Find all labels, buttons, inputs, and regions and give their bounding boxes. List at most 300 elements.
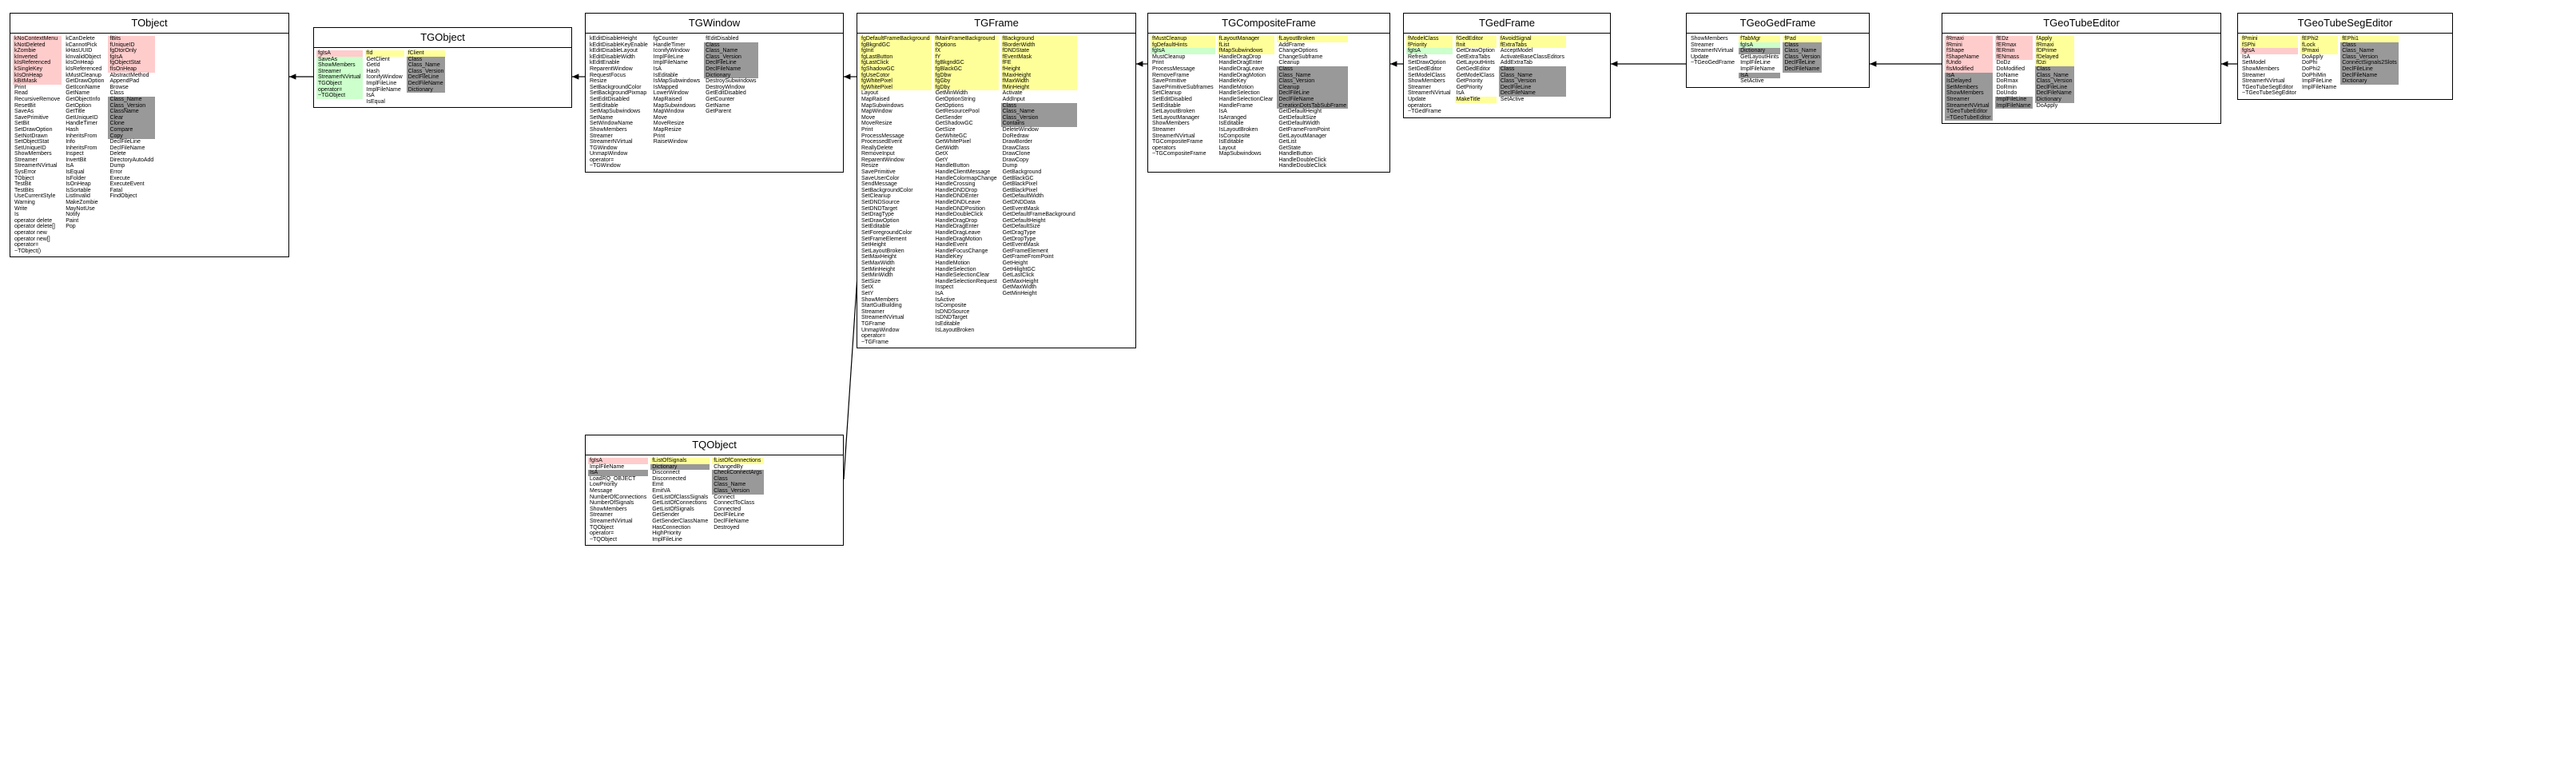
member-item: Class bbox=[1784, 42, 1799, 48]
member-column bbox=[934, 36, 999, 333]
member-item: Dump bbox=[1002, 163, 1018, 169]
class-members bbox=[1942, 34, 2220, 123]
member-group-yellow bbox=[365, 50, 404, 57]
member-item: StreamerNVirtual bbox=[1946, 102, 1990, 109]
member-item: Notify bbox=[66, 212, 81, 218]
member-item: SetActive bbox=[1500, 96, 1525, 102]
member-item: Pop bbox=[66, 224, 76, 230]
member-item: GetY bbox=[935, 157, 948, 163]
member-item: DeclFileName bbox=[2036, 90, 2072, 97]
class-box-tgcompositeframe bbox=[1147, 13, 1390, 173]
member-group-white bbox=[712, 495, 763, 531]
member-item: GetMaxWidth bbox=[1002, 284, 1037, 291]
member-item: IsA bbox=[1946, 72, 1955, 78]
member-item: DrawClass bbox=[1002, 145, 1030, 151]
member-item: GetObjectInfo bbox=[66, 96, 101, 102]
member-group-gray bbox=[1945, 73, 1993, 121]
member-item: Dictionary bbox=[706, 72, 731, 78]
member-item: StreamerNVirtual bbox=[2242, 78, 2285, 85]
member-item: GetSender bbox=[935, 114, 963, 121]
class-box-tgobject bbox=[313, 27, 572, 108]
member-item: DirectoryAutoAdd bbox=[109, 157, 154, 163]
member-item: ImplFileLine bbox=[1996, 96, 2027, 102]
member-item: LowerWindow bbox=[653, 90, 689, 97]
member-item: NumberOfSignals bbox=[590, 500, 634, 507]
member-item: IsEqual bbox=[66, 169, 85, 176]
member-item: GetMinHeight bbox=[1002, 290, 1037, 296]
member-item: fgShadowGC bbox=[861, 66, 895, 72]
member-item: HandleButton bbox=[1278, 151, 1313, 157]
member-item: GetFrameFromPoint bbox=[1278, 126, 1330, 133]
member-item: fMainFrameBackground bbox=[935, 36, 996, 42]
member-item: fMaxWidth bbox=[1002, 78, 1029, 85]
member-item: Connected bbox=[714, 506, 741, 512]
member-item: GetOption bbox=[66, 102, 92, 109]
member-group-yellow bbox=[1783, 36, 1822, 42]
inheritance-arrow bbox=[1601, 54, 1695, 74]
member-item: kEditDisableWidth bbox=[590, 54, 635, 60]
member-item: Dictionary bbox=[1740, 48, 1766, 54]
member-item: UseCurrentStyle bbox=[14, 193, 56, 200]
member-item: TQObject bbox=[590, 524, 614, 531]
member-item: fgLastButton bbox=[861, 54, 893, 60]
member-item: Dump bbox=[109, 163, 125, 169]
member-group-white bbox=[704, 78, 757, 115]
member-item: SetNotDrawn bbox=[14, 133, 48, 139]
member-item: GetBlackPixel bbox=[1002, 181, 1038, 188]
member-item: Class_Version bbox=[407, 68, 444, 74]
member-item: SetBackgroundPixmap bbox=[590, 90, 647, 97]
member-item: SavePrimitiveSubframes bbox=[1152, 84, 1214, 90]
member-item: SetGedEditor bbox=[1408, 66, 1442, 72]
member-item: fShapeName bbox=[1946, 54, 1979, 60]
member-item: HighPriority bbox=[652, 531, 682, 537]
member-group-yellow bbox=[1455, 36, 1497, 48]
member-item: IsA bbox=[653, 66, 662, 72]
member-item: IsActive bbox=[935, 296, 956, 303]
member-item: ConnectSignals2Slots bbox=[2342, 60, 2397, 66]
member-item: SetBackgroundColor bbox=[590, 84, 642, 90]
member-item: kIsReferenced bbox=[66, 66, 102, 72]
member-item: ChangeOptions bbox=[1278, 48, 1318, 54]
member-item: HandleDoubleClick bbox=[1278, 163, 1326, 169]
member-column bbox=[407, 50, 446, 93]
member-group-white bbox=[712, 464, 763, 471]
member-item: SetLayoutManager bbox=[1152, 114, 1200, 121]
member-item: HandleDragDrop bbox=[1218, 54, 1262, 60]
member-item: SetBackgroundColor bbox=[861, 187, 913, 193]
member-item: Update bbox=[1691, 54, 1709, 60]
member-item: fPmaxi bbox=[2302, 48, 2320, 54]
member-column bbox=[108, 36, 155, 200]
class-members bbox=[1404, 34, 1610, 117]
member-item: IsLayoutBroken bbox=[1218, 126, 1258, 133]
member-item: DoPhiMin bbox=[2302, 72, 2327, 78]
member-item: ExecuteEvent bbox=[109, 181, 145, 188]
member-item: Class_Version bbox=[706, 54, 741, 60]
member-group-white bbox=[108, 139, 155, 200]
member-group-white bbox=[588, 476, 648, 543]
member-item: ShowMembers bbox=[318, 62, 356, 69]
member-item: ReparentWindow bbox=[861, 157, 904, 163]
member-item: GetDrawOption bbox=[66, 78, 105, 85]
member-group-yellow bbox=[934, 36, 999, 90]
member-group-white bbox=[1277, 109, 1348, 169]
member-item: fENmass bbox=[1996, 54, 2019, 60]
member-item: fgDtorOnly bbox=[109, 48, 137, 54]
member-item: fDelayed bbox=[2036, 54, 2059, 60]
member-item: fInit bbox=[1456, 42, 1465, 48]
member-item: fgUseCotor bbox=[861, 72, 890, 78]
member-item: SetCleanup bbox=[861, 193, 891, 200]
class-members bbox=[586, 455, 843, 545]
member-item: HandleSelection bbox=[935, 266, 976, 272]
member-item: HandleFrame bbox=[1218, 102, 1254, 109]
member-item: UnmapWindow bbox=[861, 327, 900, 333]
member-item: DeclFileName bbox=[1500, 90, 1536, 97]
member-item: Info bbox=[66, 139, 75, 145]
member-item: GetLayoutManager bbox=[1278, 133, 1327, 139]
class-box-tgwindow bbox=[585, 13, 844, 173]
member-item: IsArranged bbox=[1218, 114, 1246, 121]
member-item: DoRmin bbox=[1996, 84, 2017, 90]
member-item: IsA bbox=[1456, 90, 1465, 97]
member-item: Emit bbox=[652, 482, 664, 488]
member-column bbox=[588, 458, 648, 543]
member-group-gray bbox=[1995, 97, 2033, 109]
member-item: fgDefaultHints bbox=[1152, 42, 1187, 48]
member-item: ImplFileName bbox=[366, 86, 401, 93]
member-column bbox=[1406, 36, 1453, 115]
member-item: ClassName bbox=[109, 109, 139, 115]
member-item: HandleSelectionClear bbox=[1218, 96, 1274, 102]
member-item: fY bbox=[935, 54, 941, 60]
member-item: GetGedEditor bbox=[1456, 66, 1491, 72]
member-item: DoPhi bbox=[2302, 60, 2318, 66]
member-item: Delete bbox=[109, 151, 126, 157]
member-item: IsLayoutBroken bbox=[935, 327, 975, 333]
member-group-white bbox=[652, 36, 702, 42]
member-item: Class_Name bbox=[1784, 48, 1817, 54]
member-item: MapWindow bbox=[861, 109, 892, 115]
member-group-yellow bbox=[860, 36, 932, 90]
member-item: GetX bbox=[935, 151, 948, 157]
member-column bbox=[1945, 36, 1993, 121]
member-item: StreamerNVirtual bbox=[590, 139, 633, 145]
member-item: MapRaised bbox=[653, 96, 682, 102]
member-item: Print bbox=[653, 133, 666, 139]
member-item: HandleSelectionRequest bbox=[935, 278, 997, 284]
member-item: GetCounter bbox=[706, 96, 735, 102]
member-column bbox=[2300, 36, 2338, 90]
member-item: Class_Version bbox=[1278, 78, 1315, 85]
member-item: HandleDragEnter bbox=[935, 224, 979, 230]
member-item: IsA bbox=[1740, 72, 1749, 78]
member-item: HandleKey bbox=[935, 254, 963, 260]
member-item: Streamer bbox=[1408, 84, 1431, 90]
member-item: HandleKey bbox=[1218, 78, 1246, 85]
member-group-yellow bbox=[1406, 36, 1453, 48]
member-item: DeclFileName bbox=[714, 518, 749, 524]
class-title: TGeoTubeSegEditor bbox=[2238, 14, 2452, 34]
member-group-pink bbox=[1995, 36, 2033, 60]
member-item: StreamerNVirtual bbox=[1691, 48, 1734, 54]
member-item: AddFrame bbox=[1278, 42, 1306, 48]
member-item: SetModelClass bbox=[1408, 72, 1446, 78]
member-item: IconifyWindow bbox=[653, 48, 690, 54]
member-item: SetDNDSource bbox=[861, 200, 900, 206]
member-item: ~TGFrame bbox=[861, 339, 889, 345]
member-item: Streamer bbox=[1152, 126, 1175, 133]
member-column bbox=[1455, 36, 1497, 103]
member-item: ShowMembers bbox=[590, 126, 627, 133]
member-item: SetMaxHeight bbox=[861, 254, 896, 260]
member-item: TGWindow bbox=[590, 145, 618, 151]
member-item: GetListOfSignals bbox=[652, 506, 694, 512]
member-item: RemoveFrame bbox=[1152, 72, 1190, 78]
member-item: fDPrime bbox=[2036, 48, 2057, 54]
member-group-white bbox=[588, 464, 648, 471]
member-item: fTabMgr bbox=[1740, 36, 1761, 42]
member-item: GetDefaultHeight bbox=[1278, 109, 1322, 115]
member-item: GetBackground bbox=[1002, 169, 1042, 176]
member-group-white bbox=[365, 57, 404, 105]
member-group-white bbox=[1739, 54, 1780, 73]
member-item: DeclFileName bbox=[2342, 72, 2378, 78]
member-group-white bbox=[704, 36, 757, 42]
member-item: AddInput bbox=[1002, 96, 1025, 102]
member-item: ~TQObject bbox=[590, 536, 618, 543]
member-column bbox=[1499, 36, 1566, 103]
member-group-yellow bbox=[712, 458, 763, 464]
member-item: HandleColormapChange bbox=[935, 175, 997, 181]
member-item: ImplFileName bbox=[653, 60, 688, 66]
member-item: HandleTimer bbox=[66, 121, 97, 127]
member-item: HandleMotion bbox=[1218, 84, 1254, 90]
member-item: DeclFileName bbox=[407, 80, 443, 86]
member-group-white bbox=[2300, 54, 2338, 91]
member-item: GetOptionString bbox=[935, 96, 976, 102]
member-item: GetDrawOption bbox=[1456, 48, 1495, 54]
member-column bbox=[1001, 36, 1077, 297]
member-group-white bbox=[1499, 48, 1566, 66]
member-item: MoveResize bbox=[861, 121, 892, 127]
member-item: fBorderWidth bbox=[1002, 42, 1036, 48]
member-item: HandleDNDPosition bbox=[935, 205, 985, 212]
member-group-gray bbox=[712, 470, 763, 494]
member-item: SetWindowName bbox=[590, 121, 634, 127]
member-item: Paint bbox=[66, 217, 79, 224]
member-item: Class_Version bbox=[1500, 78, 1536, 85]
member-group-pink bbox=[588, 458, 648, 464]
member-item: fgIsA bbox=[1740, 42, 1754, 48]
member-item: MayNotUse bbox=[66, 205, 95, 212]
member-item: IsA bbox=[590, 470, 598, 476]
member-item: SetObjectStat bbox=[14, 139, 50, 145]
member-group-gray bbox=[1001, 103, 1077, 127]
member-item: Class bbox=[1002, 102, 1017, 109]
member-item: GetDefaultFrameBackground bbox=[1002, 212, 1075, 218]
member-item: ChangeSubframe bbox=[1278, 54, 1323, 60]
member-item: fLayoutManager bbox=[1218, 36, 1260, 42]
member-item: ~TGWindow bbox=[590, 163, 621, 169]
member-item: ShowMembers bbox=[14, 151, 52, 157]
member-group-gray bbox=[2035, 66, 2074, 103]
member-item: StreamerNVirtual bbox=[318, 74, 361, 81]
member-item: IsComposite bbox=[1218, 133, 1250, 139]
member-item: GetSenderClassName bbox=[652, 518, 709, 524]
member-item: Class_Name bbox=[109, 96, 142, 102]
member-item: ImplFileLine bbox=[366, 80, 397, 86]
member-item: kEditDisableLayout bbox=[590, 48, 638, 54]
member-item: HandleDragMotion bbox=[935, 236, 982, 242]
member-group-pink bbox=[2240, 48, 2298, 54]
member-item: ImplFileName bbox=[1996, 102, 2031, 109]
member-group-white bbox=[1689, 36, 1736, 66]
class-box-tgedframe bbox=[1403, 13, 1611, 118]
member-item: SetEditable bbox=[861, 224, 890, 230]
member-item: fgCounter bbox=[653, 36, 678, 42]
member-item: fgWhitePixel bbox=[861, 78, 892, 85]
member-item: TGObject bbox=[318, 80, 342, 86]
member-item: fEDz bbox=[1996, 36, 2009, 42]
member-item: IsDNDSource bbox=[935, 308, 970, 315]
member-item: SetBit bbox=[14, 121, 30, 127]
member-item: Error bbox=[109, 169, 122, 176]
member-column bbox=[704, 36, 757, 115]
member-column bbox=[2340, 36, 2399, 85]
member-item: TestBit bbox=[14, 181, 32, 188]
member-item: operator delete bbox=[14, 217, 53, 224]
member-item: GetParent bbox=[706, 109, 732, 115]
member-item: GetSize bbox=[935, 126, 956, 133]
member-item: fShape bbox=[1946, 48, 1965, 54]
member-item: RecursiveRemove bbox=[14, 96, 61, 102]
member-item: fUniqueID bbox=[109, 42, 135, 48]
member-column bbox=[1151, 36, 1215, 157]
member-item: Streamer bbox=[861, 308, 885, 315]
member-item: AcceptModel bbox=[1500, 48, 1533, 54]
member-item: RemoveInput bbox=[861, 151, 895, 157]
member-item: kNoContextMenu bbox=[14, 36, 58, 42]
member-group-white bbox=[588, 36, 650, 66]
member-item: fApply bbox=[2036, 36, 2053, 42]
member-item: Class_Name bbox=[1002, 109, 1035, 115]
member-item: DeclFileName bbox=[109, 145, 145, 151]
member-item: ShowMembers bbox=[1408, 78, 1445, 85]
member-item: fEPhi2 bbox=[2302, 36, 2319, 42]
class-box-tqobject bbox=[585, 435, 844, 546]
member-item: SetEditable bbox=[1152, 102, 1181, 109]
member-item: Cleanup bbox=[1278, 60, 1300, 66]
member-group-white bbox=[13, 85, 62, 255]
member-item: DoRedraw bbox=[1002, 133, 1029, 139]
member-item: GetDefaultSize bbox=[1278, 114, 1317, 121]
member-item: MakeZombie bbox=[66, 200, 98, 206]
member-group-white bbox=[1277, 42, 1348, 66]
member-item: IsA bbox=[935, 290, 944, 296]
member-item: fIsModified bbox=[1946, 66, 1974, 72]
member-item: GetIconName bbox=[66, 84, 101, 90]
member-item: Print bbox=[861, 126, 873, 133]
class-box-tgeogedframe bbox=[1686, 13, 1870, 88]
member-item: TGFrame bbox=[861, 320, 885, 327]
member-item: DeclFileLine bbox=[407, 74, 439, 81]
member-group-yellow bbox=[1455, 97, 1497, 103]
member-item: Fatal bbox=[109, 187, 122, 193]
member-item: MapRaised bbox=[861, 96, 890, 102]
member-item: Class_Name bbox=[407, 62, 440, 69]
class-members bbox=[10, 34, 288, 256]
member-item: GetDefaultWidth bbox=[1002, 193, 1044, 200]
member-group-pink bbox=[108, 36, 155, 73]
member-item: kIsOnHeap bbox=[66, 60, 94, 66]
member-item: DoApply bbox=[2036, 102, 2058, 109]
member-item: GetState bbox=[1278, 145, 1301, 151]
member-item: IsEqual bbox=[366, 98, 385, 105]
member-item: GetMaxHeight bbox=[1002, 278, 1039, 284]
member-item: kBitMask bbox=[14, 78, 38, 85]
member-group-gray bbox=[1739, 73, 1780, 79]
member-item: Move bbox=[861, 114, 876, 121]
member-item: operator new bbox=[14, 230, 47, 236]
member-item: HandleDragLeave bbox=[1218, 66, 1265, 72]
member-item: fPad bbox=[1784, 36, 1796, 42]
member-item: ProcessMessage bbox=[861, 133, 904, 139]
member-item: SavePrimitive bbox=[861, 169, 896, 176]
member-group-pink bbox=[13, 36, 62, 85]
member-item: HandleCrossing bbox=[935, 181, 976, 188]
member-item: fGedEditor bbox=[1456, 36, 1484, 42]
member-item: kMustCleanup bbox=[66, 72, 101, 78]
member-item: TGeoTubeSegEditor bbox=[2242, 84, 2293, 90]
member-column bbox=[13, 36, 62, 254]
member-item: fRmini bbox=[1946, 42, 1962, 48]
member-item: Class bbox=[109, 90, 124, 97]
member-item: Class bbox=[1500, 66, 1515, 72]
member-item: ImplFileName bbox=[1740, 66, 1775, 72]
member-item: Write bbox=[14, 205, 28, 212]
member-item: kEditDisableHeight bbox=[590, 36, 638, 42]
member-item: GetSender bbox=[652, 512, 680, 519]
member-item: NumberOfConnections bbox=[590, 494, 647, 500]
member-item: HandleDragLeave bbox=[935, 230, 981, 236]
member-item: IsEditable bbox=[653, 72, 678, 78]
member-item: StartGuiBuilding bbox=[861, 303, 902, 309]
member-item: Warning bbox=[14, 200, 35, 206]
member-item: DeclFileLine bbox=[2036, 84, 2068, 90]
member-item: operator= bbox=[14, 242, 39, 248]
member-item: SaveAs bbox=[318, 56, 338, 62]
member-item: SetX bbox=[861, 284, 874, 291]
member-item: fgLastClick bbox=[861, 60, 889, 66]
member-item: Is bbox=[14, 212, 19, 218]
member-item: fEPhi1 bbox=[2342, 36, 2359, 42]
member-item: HandleDragDrop bbox=[935, 217, 978, 224]
member-group-yellow bbox=[1001, 36, 1077, 90]
member-item: IsDelayed bbox=[1946, 78, 1972, 85]
class-box-tgframe bbox=[857, 13, 1136, 348]
member-item: IsA bbox=[66, 163, 74, 169]
member-item: Update bbox=[1408, 96, 1426, 102]
member-group-white bbox=[1001, 90, 1077, 102]
member-item: GetUniqueID bbox=[66, 114, 98, 121]
class-title: TGObject bbox=[314, 28, 571, 48]
member-item: Print bbox=[14, 84, 26, 90]
member-item: fgIsA bbox=[318, 50, 331, 56]
member-item: operator= bbox=[590, 531, 614, 537]
member-item: HandleSelectionClear bbox=[935, 272, 990, 279]
